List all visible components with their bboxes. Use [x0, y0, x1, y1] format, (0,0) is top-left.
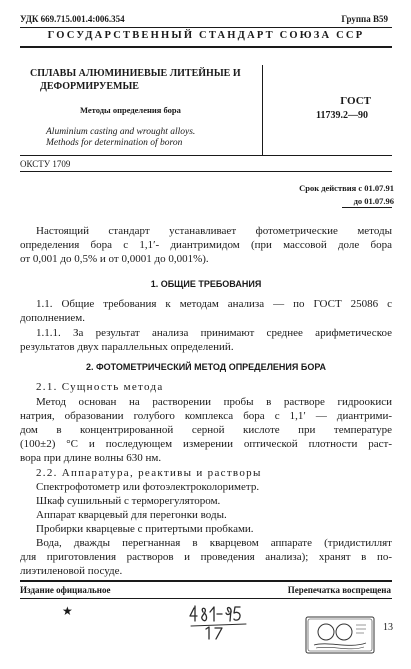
section-2-2 [20, 466, 392, 480]
intro-paragraph [20, 224, 392, 266]
method-line: Метод основан на растворении пробы в растворе гидроокиси [36, 396, 392, 408]
title-line-1: СПЛАВЫ АЛЮМИНИЕВЫЕ ЛИТЕЙНЫЕ И [30, 68, 241, 79]
reprint-prohibited: Перепечатка воспрещена [287, 585, 391, 595]
method-paragraph [20, 395, 392, 465]
section-1-p2-line: 1.1.1. За результат анализа принимают среднее арифметическое [36, 327, 392, 339]
water-line: для приготовления растворов и проведения анализа); хранят в по- [20, 551, 392, 563]
header-rule-bottom [20, 46, 392, 48]
validity-from: Срок действия с 01.07.91 [299, 183, 394, 193]
water-line: Вода, дважды перегнанная в кварцевом аппарате (тридистиллят [36, 537, 392, 549]
method-line: натрия, образовании голубого комплекса бора с 1,1′ — диантрими- [20, 410, 392, 422]
gost-label: ГОСТ [340, 95, 371, 107]
section-2-heading: 2. ФОТОМЕТРИЧЕСКИЙ МЕТОД ОПРЕДЕЛЕНИЯ БОРА [85, 362, 327, 372]
star-icon: ★ [62, 604, 73, 618]
title-line-2: ДЕФОРМИРУЕМЫЕ [40, 81, 139, 92]
page-number: 13 [383, 622, 393, 633]
section-2-1-heading: 2.1. Сущность метода [36, 381, 164, 393]
section-1-p1-line: дополнением. [20, 312, 85, 324]
state-standard-heading: ГОСУДАРСТВЕННЫЙ СТАНДАРТ СОЮЗА ССР [47, 30, 365, 41]
section-2-2-heading: 2.2. Аппаратура, реактивы и растворы [36, 467, 262, 479]
section-1-p1-line: 1.1. Общие требования к методам анализа — по ГОСТ 25086 с [36, 298, 392, 310]
method-line: вора при длине волны 630 нм. [20, 452, 162, 464]
water-paragraph [20, 536, 392, 578]
method-line: дом в концентрированной серной кислоте при температуре [20, 424, 392, 436]
section-1-p2-line: результатов двух параллельных определений. [20, 341, 234, 353]
equipment-item: Аппарат кварцевый для перегонки воды. [36, 509, 227, 521]
title-subtitle: Методы определения бора [80, 105, 181, 115]
equipment-list [20, 480, 392, 536]
validity-underline [342, 207, 392, 208]
equipment-item: Пробирки кварцевые с притертыми пробками. [36, 523, 254, 535]
water-line: лиэтиленовой посуде. [20, 565, 123, 577]
section-1-p1 [20, 297, 392, 325]
validity-to: до 01.07.96 [353, 196, 394, 206]
equipment-item: Спектрофотометр или фотоэлектроколориметр. [36, 481, 260, 493]
library-stamp-icon [304, 615, 376, 655]
english-title-1: Aluminium casting and wrought alloys. [46, 127, 196, 137]
okstu-rule [20, 171, 392, 172]
section-2-1 [20, 380, 392, 394]
section-1-heading: 1. ОБЩИЕ ТРЕБОВАНИЯ [150, 279, 262, 289]
udk-code: УДК 669.715.001.4:006.354 [20, 14, 125, 24]
intro-line: определения бора с 1,1′- диантримидом (при массовой доле бора [20, 239, 392, 251]
gost-number: 11739.2—90 [316, 110, 368, 121]
intro-line: Настоящий стандарт устанавливает фотометрические методы [36, 225, 392, 237]
header-rule-top [20, 27, 392, 28]
official-edition: Издание официальное [20, 585, 111, 595]
english-title-2: Methods for determination of boron [46, 138, 183, 148]
okstu-code: ОКСТУ 1709 [20, 159, 71, 169]
method-line: (100±2) °С и последующем измерении оптической плотности раст- [20, 438, 392, 450]
title-rule [20, 155, 392, 156]
title-divider [262, 65, 263, 155]
group-code: Группа В59 [341, 14, 388, 24]
intro-line: от 0,001 до 0,5% и от 0,0001 до 0,001%). [20, 253, 209, 265]
equipment-item: Шкаф сушильный с терморегулятором. [36, 495, 221, 507]
footer-rule-bottom [20, 598, 392, 599]
section-1-p2 [20, 326, 392, 354]
handwritten-note-icon [188, 602, 248, 642]
footer-rule [20, 580, 392, 582]
